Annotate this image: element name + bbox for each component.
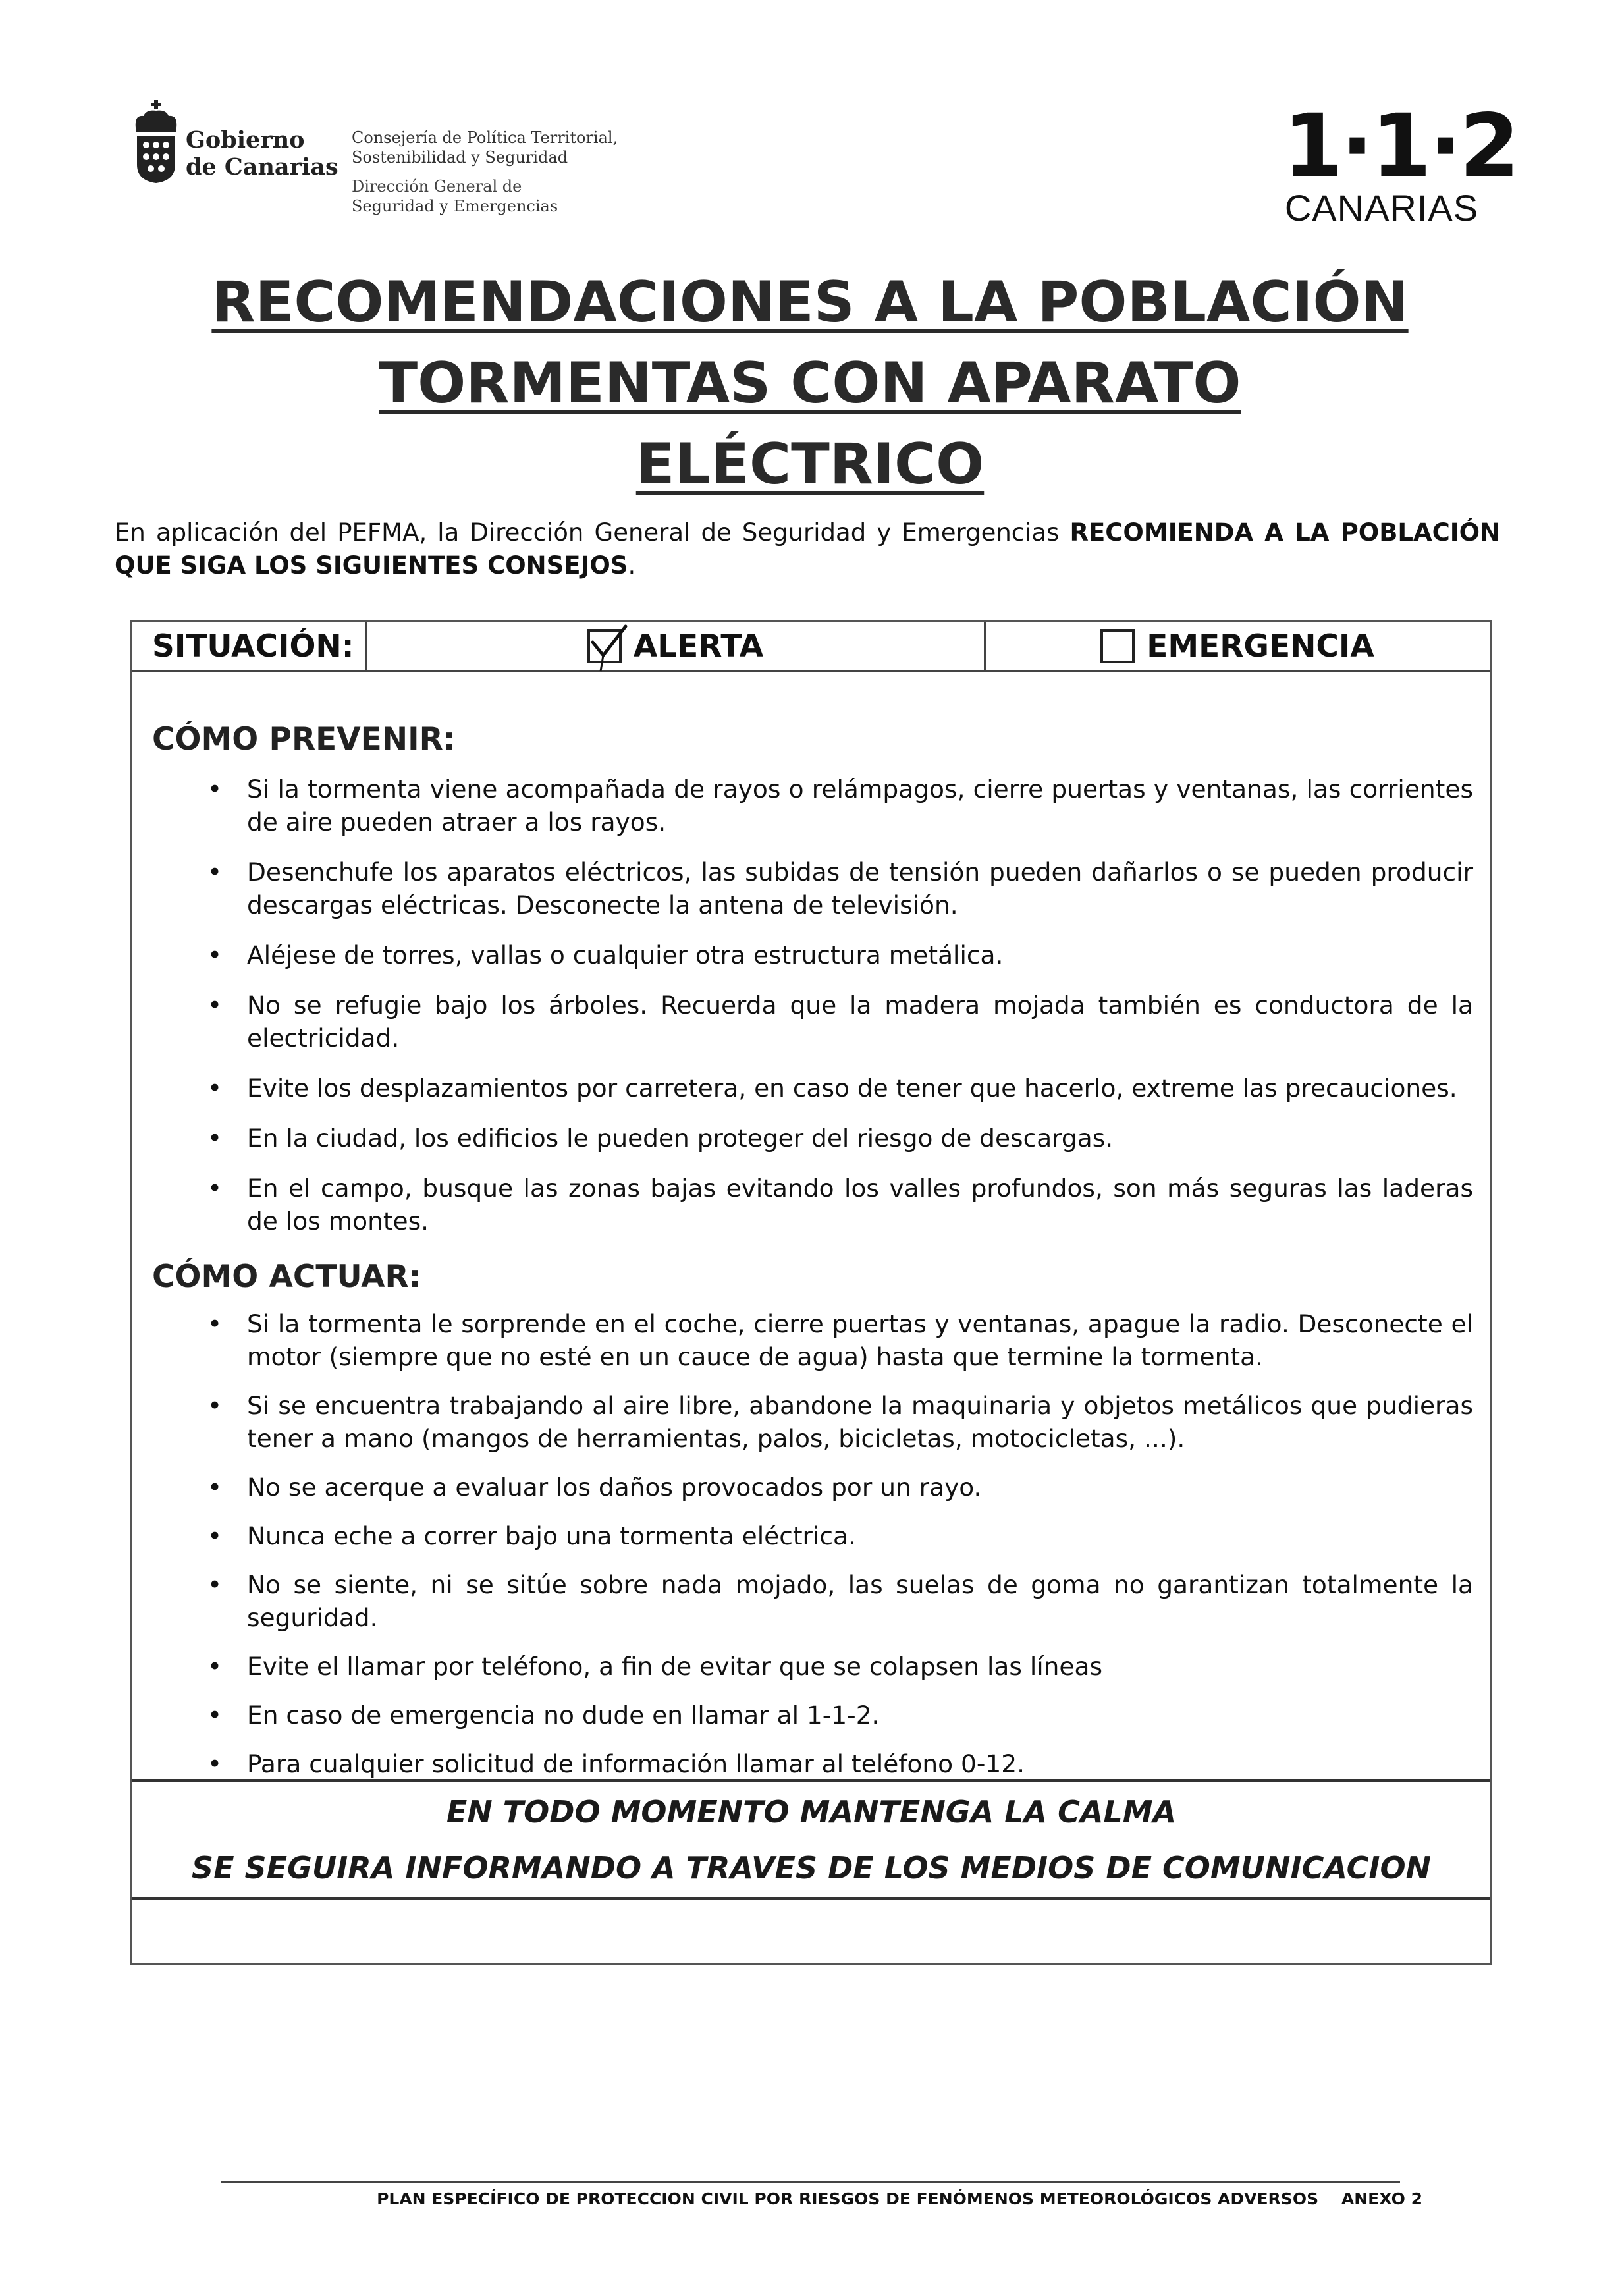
act-heading: CÓMO ACTUAR:	[152, 1259, 421, 1295]
list-item: • No se siente, ni se sitúe sobre nada mojado, las suelas de goma no garantizan totalmente la seguridad.	[132, 1568, 1489, 1634]
logo-region: CANARIAS	[1284, 187, 1479, 229]
coat-of-arms-icon	[130, 99, 182, 184]
intro-bold: RECOMIENDA A LA POBLACIÓN QUE SIGA LOS SIGUIENTES CONSEJOS	[115, 518, 1500, 580]
closing-line2: SE SEGUIRA INFORMANDO A TRAVES DE LOS MEDIOS DE COMUNICACION	[191, 1850, 1432, 1886]
list-item: • Si la tormenta viene acompañada de rayos o relámpagos, cierre puertas y ventanas, las corrientes de aire pueden atraer a los rayos.	[132, 773, 1489, 838]
footer-rule	[221, 2181, 1400, 2183]
prevent-heading: CÓMO PREVENIR:	[152, 721, 456, 757]
department-line1: Consejería de Política Territorial,	[352, 128, 618, 147]
intro-end: .	[628, 551, 636, 580]
act-list	[132, 1307, 1489, 1780]
title-line2: TORMENTAS CON APARATO	[379, 350, 1241, 416]
list-item: • Si se encuentra trabajando al aire libre, abandone la maquinaria y objetos metálicos que pudieras tener a mano (mangos de herramientas, palos, bicicletas, motocicletas, ...).	[132, 1389, 1489, 1455]
department-line2: Sostenibilidad y Seguridad	[352, 148, 568, 167]
footer-text: PLAN ESPECÍFICO DE PROTECCION CIVIL POR RIESGOS DE FENÓMENOS METEOROLÓGICOS ADVERSOS	[377, 2189, 1319, 2208]
department-line4: Seguridad y Emergencias	[352, 197, 558, 215]
footer	[198, 2189, 1422, 2209]
list-item: • Desenchufe los aparatos eléctricos, las subidas de tensión pueden dañarlos o se pueden producir descargas eléctricas. Desconecte la antena de televisión.	[132, 856, 1489, 921]
alert-label: ALERTA	[633, 628, 764, 665]
list-item: • Si la tormenta le sorprende en el coche, cierre puertas y ventanas, apague la radio. Desconecte el motor (siempre que no esté en un cauce de agua) hasta que termine la tormenta.	[132, 1307, 1489, 1373]
situation-row	[132, 622, 1490, 672]
closing-line1: EN TODO MOMENTO MANTENGA LA CALMA	[446, 1794, 1177, 1830]
situation-label: SITUACIÓN:	[132, 622, 367, 670]
government-name-line2: de Canarias	[186, 153, 338, 180]
list-item: • Evite los desplazamientos por carretera, en caso de tener que hacerlo, extreme las precauciones.	[132, 1072, 1489, 1105]
government-name-line1: Gobierno	[186, 126, 305, 153]
title-line1: RECOMENDACIONES A LA POBLACIÓN	[211, 269, 1409, 335]
page-title	[132, 262, 1488, 505]
prevent-list	[132, 773, 1489, 1238]
list-item: • No se acerque a evaluar los daños provocados por un rayo.	[132, 1471, 1489, 1504]
intro-paragraph	[115, 516, 1500, 582]
logo-number: 1·1·2	[1283, 96, 1517, 197]
department-line3: Dirección General de	[352, 177, 522, 196]
situation-option-emergency	[984, 622, 1491, 670]
title-line3: ELÉCTRICO	[635, 431, 985, 497]
footer-annex: ANEXO 2	[1341, 2189, 1422, 2208]
list-item: • No se refugie bajo los árboles. Recuerda que la madera mojada también es conductora de la electricidad.	[132, 989, 1489, 1054]
list-item: • En la ciudad, los edificios le pueden proteger del riesgo de descargas.	[132, 1122, 1489, 1155]
recommendations-box	[130, 620, 1492, 1965]
list-item: • Evite el llamar por teléfono, a fin de evitar que se colapsen las líneas	[132, 1650, 1489, 1683]
list-item: • Para cualquier solicitud de información llamar al teléfono 0-12.	[132, 1747, 1489, 1780]
intro-text: En aplicación del PEFMA, la Dirección General de Seguridad y Emergencias	[115, 518, 1070, 547]
alert-checkbox[interactable]	[587, 629, 622, 663]
emergency-checkbox[interactable]	[1100, 629, 1135, 663]
emergency-112-logo	[1283, 96, 1517, 229]
closing-divider-bottom	[132, 1897, 1490, 1900]
government-name	[186, 126, 338, 180]
situation-option-alert	[367, 622, 986, 670]
list-item: • En el campo, busque las zonas bajas evitando los valles profundos, son más seguras las laderas de los montes.	[132, 1172, 1489, 1238]
emergency-label: EMERGENCIA	[1147, 628, 1374, 665]
closing-divider-top	[132, 1779, 1490, 1782]
list-item: • En caso de emergencia no dude en llamar al 1-1-2.	[132, 1699, 1489, 1732]
list-item: • Nunca eche a correr bajo una tormenta eléctrica.	[132, 1519, 1489, 1552]
list-item: • Aléjese de torres, vallas o cualquier otra estructura metálica.	[132, 939, 1489, 971]
department-block	[352, 128, 618, 216]
